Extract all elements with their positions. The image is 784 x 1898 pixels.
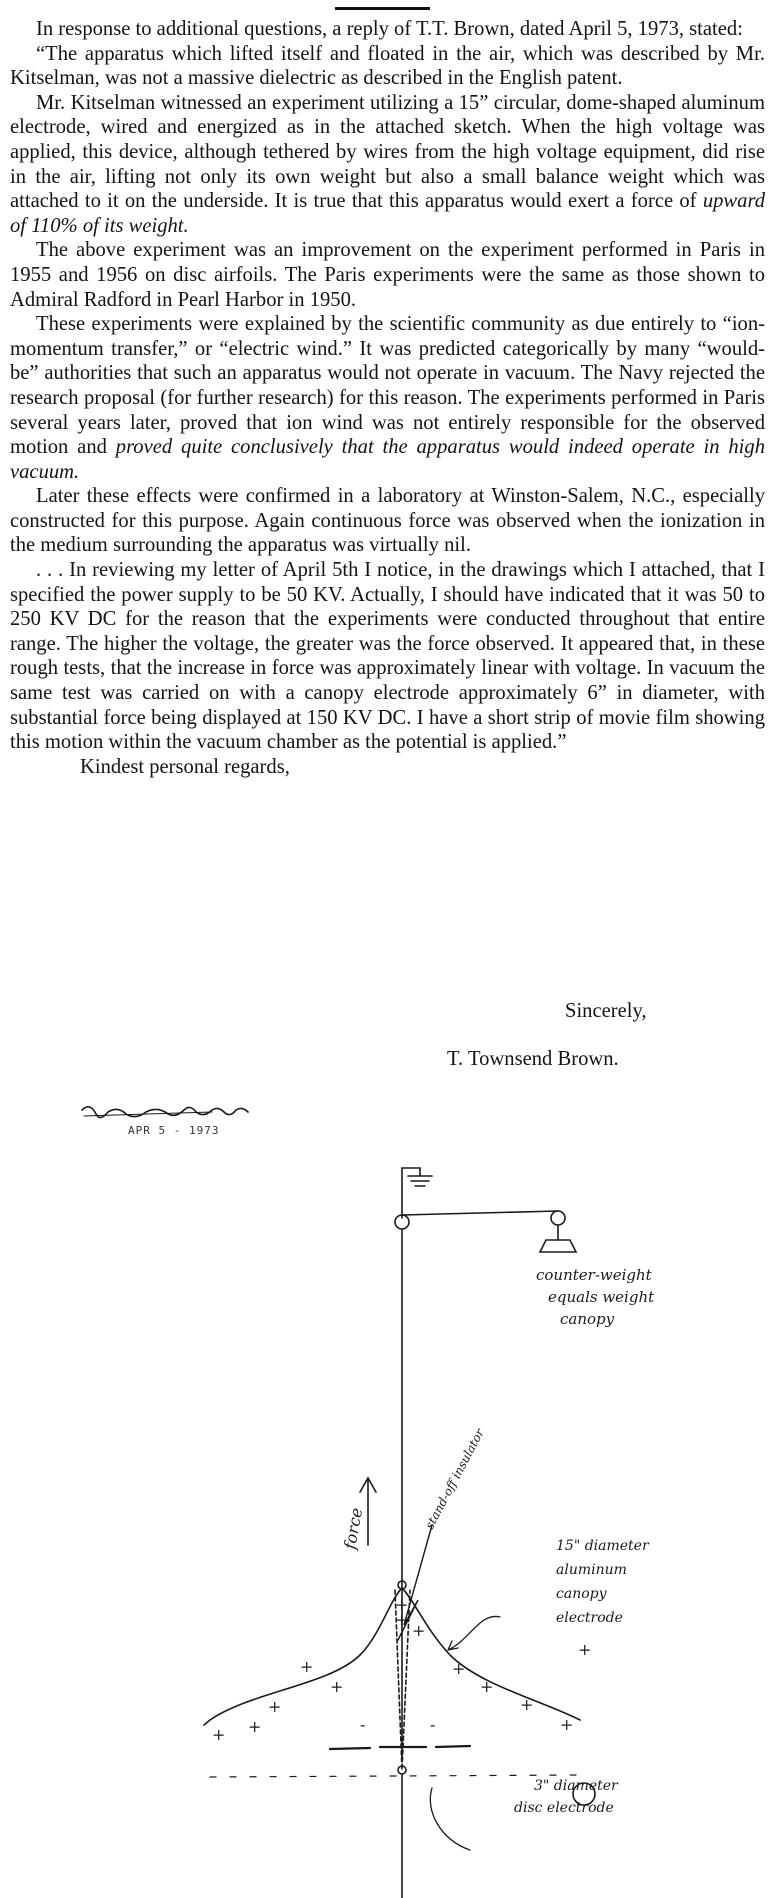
svg-text:+: +: [520, 1695, 534, 1714]
svg-text:+: +: [560, 1715, 574, 1734]
standoff-label: stand-off insulator: [422, 1426, 487, 1532]
paragraph-2-text: Mr. Kitselman witnessed an experiment utilizing a 15” circular, dome-shaped aluminum electrode, wired and energized as in the attached sketch. When the high voltage was applied, this device, although tethered by wires from the high voltage equipment, did rise in the air, lifting not only its own weight but also a small balance weight which was attached to it on the underside. It is true that this apparatus would exert a force of: [10, 91, 765, 213]
svg-text:+: +: [480, 1677, 494, 1696]
closing-line: Kindest personal regards,: [80, 755, 290, 778]
paragraph-4-text: These experiments were explained by the scientific community as due entirely to “ion-momentum transfer,” or “electric wind.” It was predicted categorically by many “would-be” authorities that such an apparatus would not operate in vacuum. The Navy rejected the research proposal (for further research) for this reason. The experiments performed in Paris several years later, proved that ion wind was not entirely responsible for the observed motion and: [10, 313, 765, 459]
paragraph-1: “The apparatus which lifted itself and floated in the air, which was described by Mr. Kitselman, was not a massive dielectric as described in the English patent.: [10, 42, 765, 90]
svg-text:+: +: [452, 1659, 466, 1678]
counterweight-label-1: counter-weight: [536, 1266, 652, 1284]
svg-text:-: -: [360, 1715, 366, 1734]
right-pulley: [551, 1211, 565, 1225]
svg-text:+: +: [330, 1677, 344, 1696]
canopy-label-3: canopy: [556, 1586, 607, 1602]
paragraph-2: [10, 91, 765, 239]
letter-body: [10, 17, 765, 779]
paragraph-4-emphasis: proved quite conclusively that the apparatus would indeed operate in high vacuum.: [10, 436, 765, 483]
charge-markings: [212, 1595, 573, 1744]
intro-paragraph: In response to additional questions, a reply of T.T. Brown, dated April 5, 1973, stated:: [36, 18, 743, 40]
signature-name: T. Townsend Brown.: [447, 1048, 619, 1070]
disc-electrode: [330, 1746, 470, 1749]
svg-text:+: +: [212, 1725, 226, 1744]
svg-text:+: +: [300, 1657, 314, 1676]
signature-scrawl: [82, 1107, 248, 1118]
paragraph-6: . . . In reviewing my letter of April 5th I notice, in the drawings which I attached, that I specified the power supply to be 50 KV. Actually, I should have indicated that it was 50 to 250 KV DC for the reason that the experiments were conducted throughout that entire range. The higher the voltage, the greater was the force observed. It appeared that, in these rough tests, that the increase in force was approximately linear with voltage. In vacuum the same test was carried on with a canopy electrode approximately 6” in diameter, with substantial force being displayed at 150 KV DC. I have a short strip of movie film showing this motion within the vacuum chamber as the potential is applied.”: [10, 559, 765, 754]
svg-text:-: -: [430, 1715, 436, 1734]
disc-label-2: disc electrode: [514, 1800, 614, 1816]
svg-text:+: +: [268, 1697, 282, 1716]
sincerely-line: Sincerely,: [565, 1000, 647, 1022]
date-stamp: APR 5 - 1973: [128, 1124, 220, 1137]
counterweight-label-3: canopy: [560, 1310, 615, 1328]
paragraph-5: Later these effects were confirmed in a laboratory at Winston-Salem, N.C., especially constructed for this purpose. Again continuous force was observed when the ionization in the medium surrounding the apparatus was virtually nil.: [10, 485, 765, 557]
paragraph-3: The above experiment was an improvement on the experiment performed in Paris in 1955 and 1956 on disc airfoils. The Paris experiments were the same as those shown to Admiral Radford in Pearl Harbor in 1950.: [10, 239, 765, 311]
paragraph-4: [10, 312, 765, 484]
svg-text:+: +: [395, 1610, 409, 1629]
svg-text:+: +: [395, 1595, 409, 1614]
force-label: force: [340, 1506, 367, 1551]
canopy-label-4: electrode: [556, 1610, 623, 1626]
apparatus-sketch: [0, 1080, 784, 1898]
paragraph-2-emphasis: upward of 110% of its weight.: [10, 190, 765, 237]
canopy-label-1: 15" diameter: [556, 1538, 649, 1554]
canopy-label-2: aluminum: [556, 1562, 627, 1578]
plus-sign: +: [578, 1640, 592, 1659]
counterweight-label-2: equals weight: [548, 1288, 655, 1306]
pulley-string: [402, 1211, 558, 1215]
top-rule: [335, 7, 430, 10]
svg-text:+: +: [248, 1717, 262, 1736]
counterweight: [540, 1240, 576, 1252]
disc-label-1: 3" diameter: [534, 1778, 618, 1794]
svg-text:+: +: [412, 1621, 426, 1640]
